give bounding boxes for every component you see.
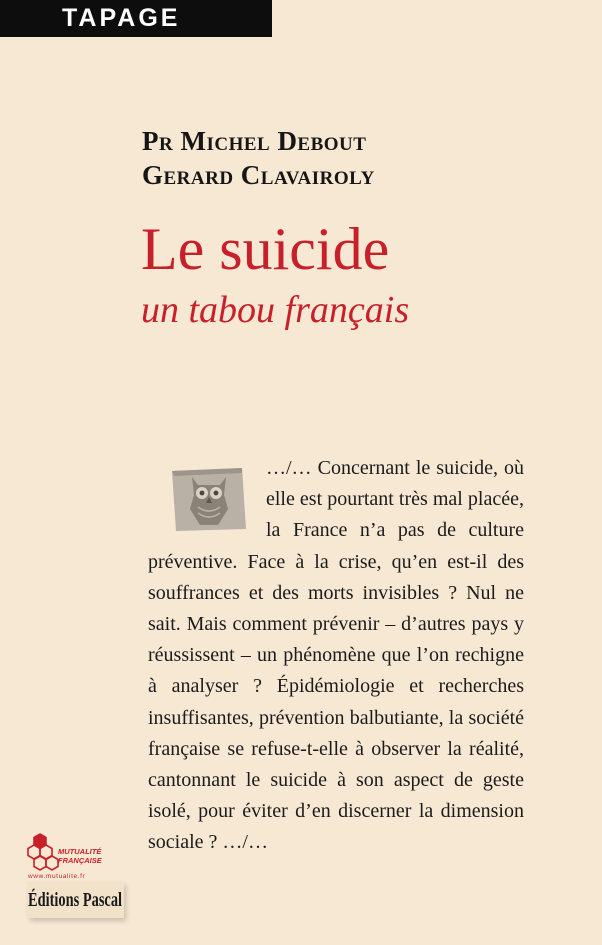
- author-2: Gerard Clavairoly: [142, 160, 375, 190]
- series-label: TAPAGE: [0, 0, 272, 37]
- author-1: Pr Michel Debout: [142, 126, 367, 156]
- publisher-name: Éditions Pascal: [28, 889, 123, 911]
- logo-url: www.mutualite.fr: [28, 873, 86, 880]
- logo-line-1: MUTUALITÉ: [58, 847, 102, 856]
- publisher-logo: [28, 882, 124, 918]
- logo-line-2: FRANÇAISE: [58, 855, 102, 865]
- authors: [142, 124, 375, 192]
- mutualite-logo-text: [58, 848, 102, 865]
- book-title: Le suicide: [141, 216, 390, 282]
- back-cover-blurb: …/… Concernant le suicide, où elle est pourtant très mal placée, la France n’a pas de culture préventive. Face à la crise, qu’en est-il des souffrances et des morts invisibles ? Nul ne sait. Mais comment prévenir – d’autres pays y réussissent – un phénomène que l’on rechigne à analyser ? Épidémiologie et recherches insuffisantes, prévention balbutiante, la société française se refuse-t-elle à observer la réalité, cantonnant le suicide à son aspect de geste isolé, pour éviter d’en discerner la dimension sociale ? …/…: [148, 457, 524, 854]
- book-subtitle: un tabou français: [141, 289, 410, 331]
